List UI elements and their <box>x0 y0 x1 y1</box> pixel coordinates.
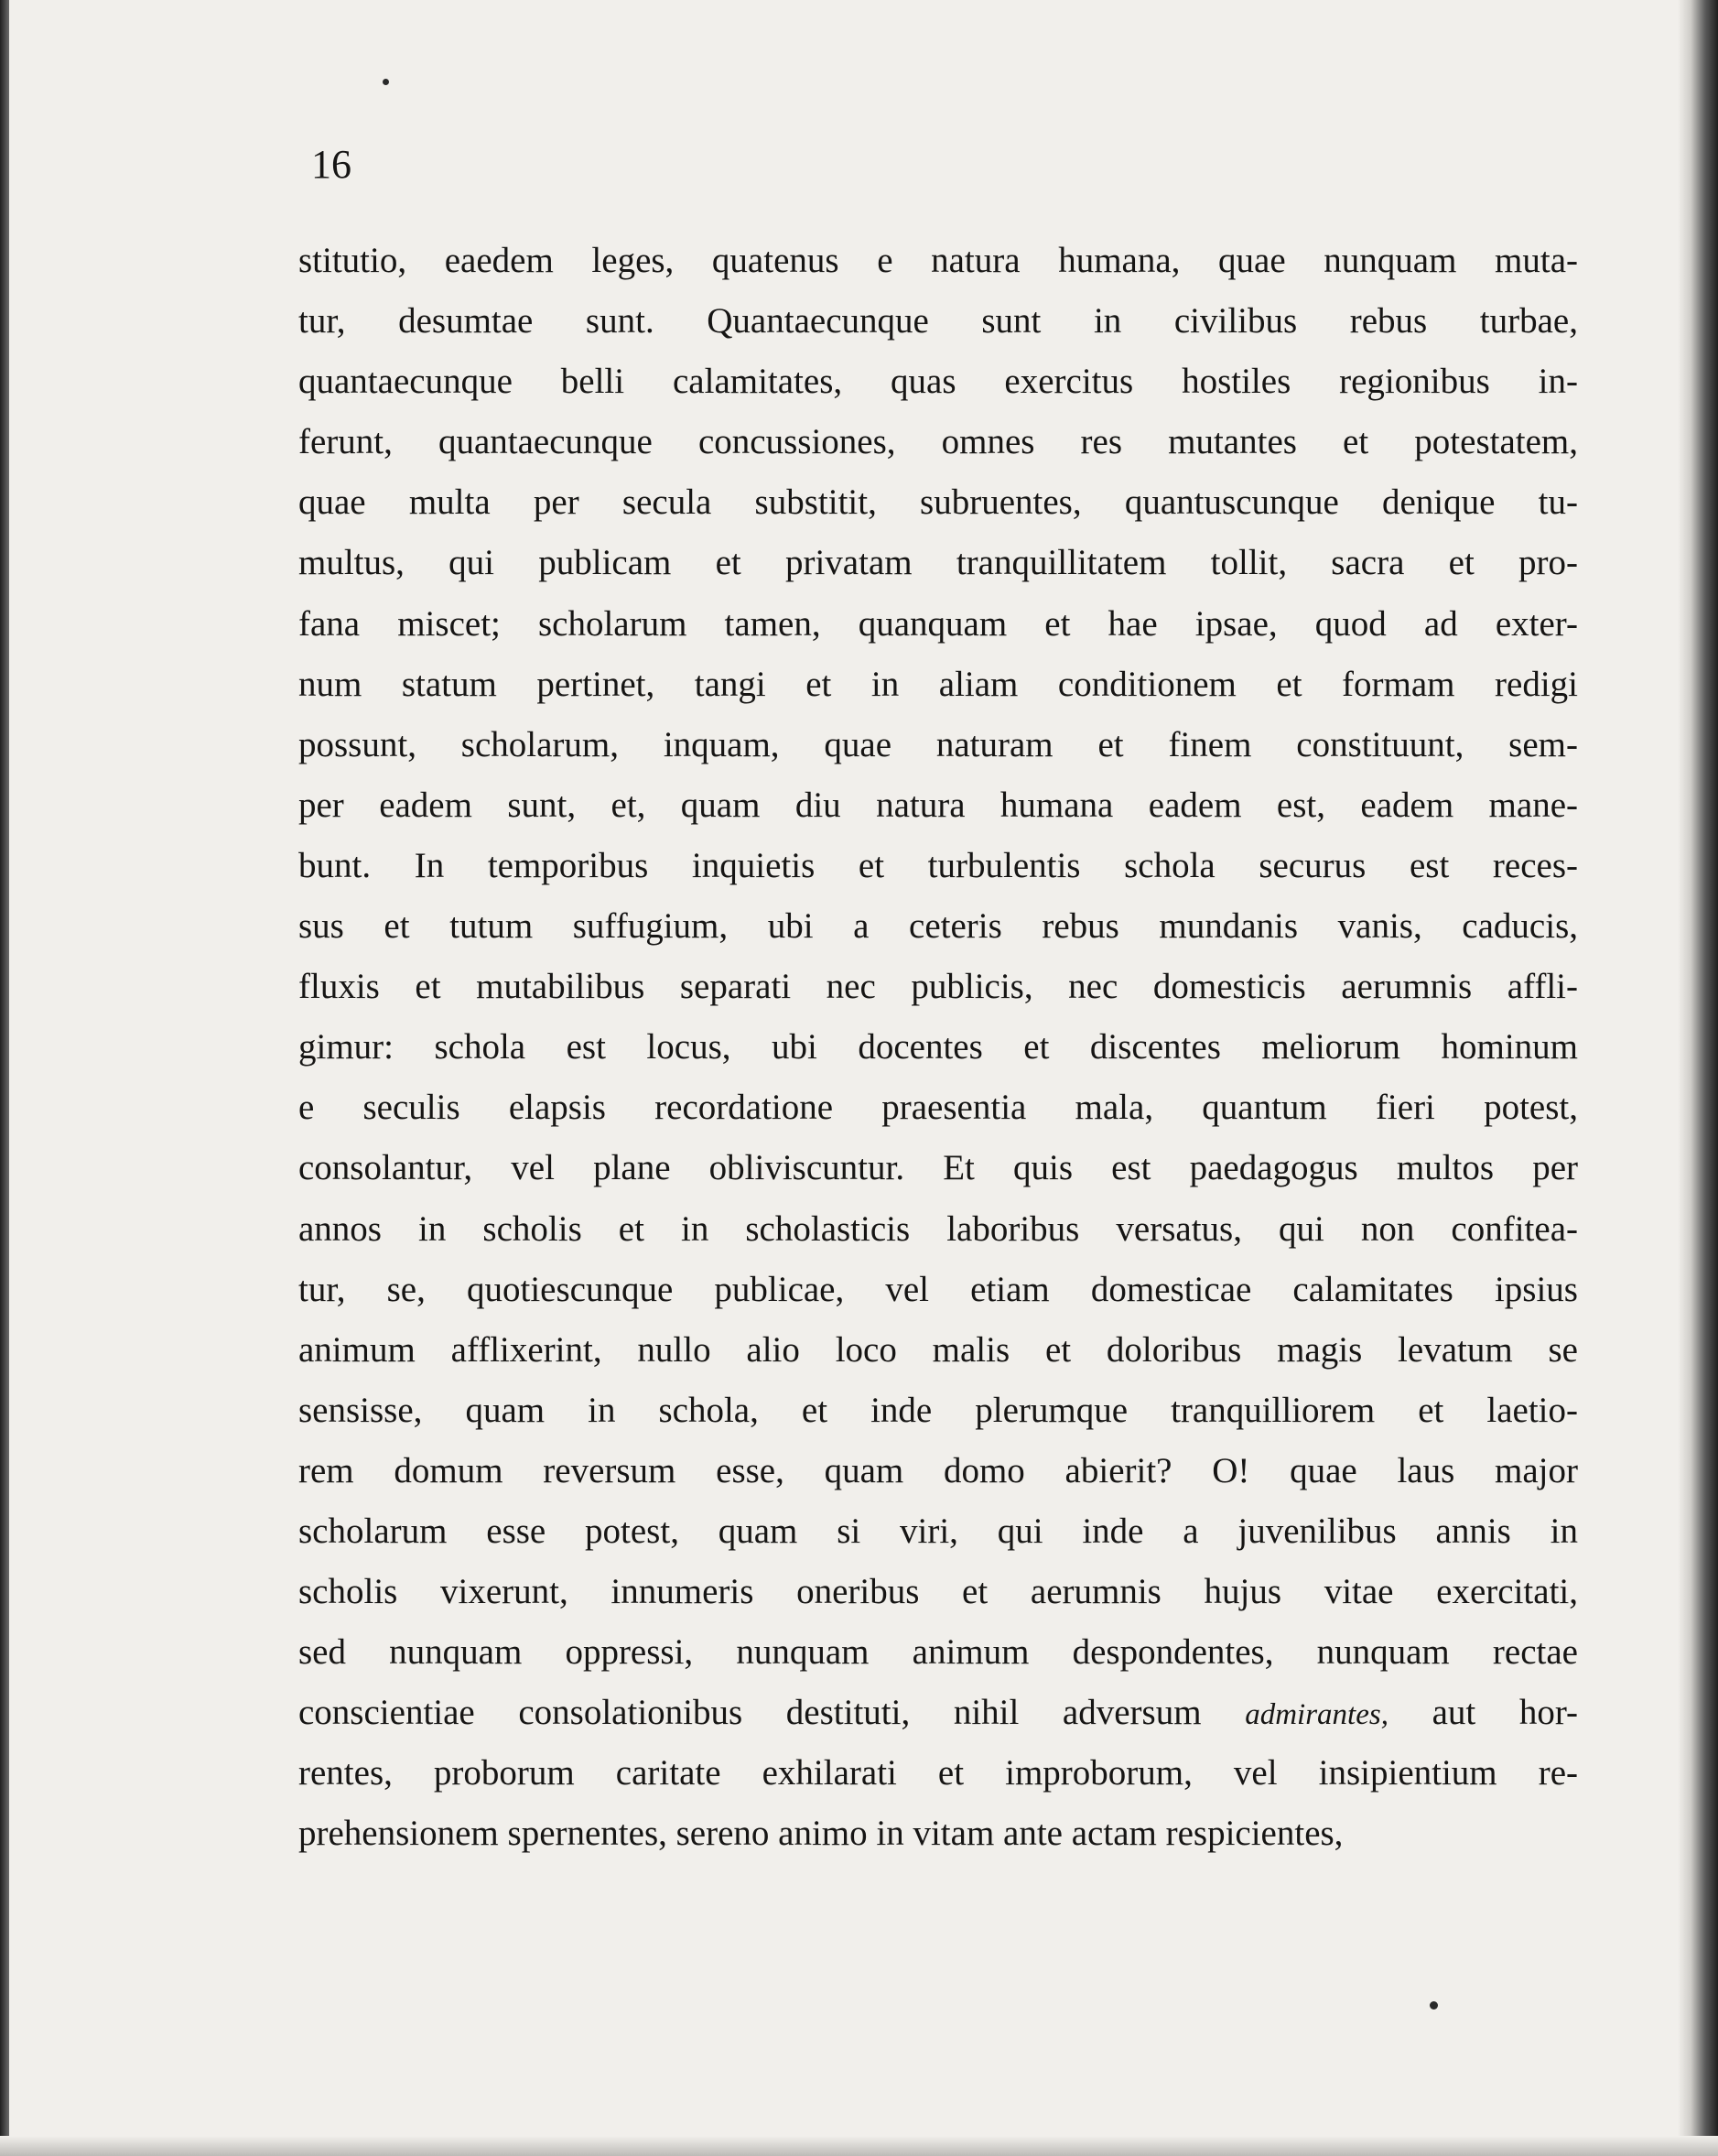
text-line-2: tur, desumtae sunt. Quantaecunque sunt in civilibus rebus turbae, <box>298 301 1578 341</box>
text-line-25-start: conscientiae consolationibus destituti, nihil adversum <box>298 1693 1202 1733</box>
text-line-19: animum afflixerint, nullo alio loco malis et doloribus magis levatum se <box>298 1329 1578 1370</box>
text-line-3: quantaecunque belli calamitates, quas exercitus hostiles regionibus in- <box>298 362 1578 402</box>
text-line-24: sed nunquam oppressi, nunquam animum despondentes, nunquam rectae <box>298 1632 1578 1673</box>
text-line-27: prehensionem spernentes, sereno animo in vitam ante actam respicientes, <box>298 1814 1344 1854</box>
text-line-15: e seculis elapsis recordatione praesentia mala, quantum fieri potest, <box>298 1088 1578 1128</box>
text-line-18: tur, se, quotiescunque publicae, vel etiam domesticae calamitates ipsius <box>298 1269 1578 1309</box>
scan-left-edge <box>0 0 9 2156</box>
text-line-4: ferunt, quantaecunque concussiones, omnes res mutantes et potestatem, <box>298 422 1578 462</box>
text-line-16: consolantur, vel plane obliviscuntur. Et quis est paedagogus multos per <box>298 1148 1578 1188</box>
text-line-10: per eadem sunt, et, quam diu natura humana eadem est, eadem mane- <box>298 785 1578 825</box>
text-line-21: rem domum reversum esse, quam domo abierit? O! quae laus major <box>298 1450 1578 1490</box>
text-line-13: fluxis et mutabilibus separati nec publicis, nec domesticis aerumnis affli- <box>298 967 1578 1007</box>
ink-speck <box>1430 2001 1438 2010</box>
text-line-20: sensisse, quam in schola, et inde plerumque tranquilliorem et laetio- <box>298 1390 1578 1430</box>
text-line-7: fana miscet; scholarum tamen, quanquam et hae ipsae, quod ad exter- <box>298 603 1578 644</box>
body-text <box>298 231 1578 1865</box>
text-line-26: rentes, proborum caritate exhilarati et improborum, vel insipientium re- <box>298 1753 1578 1793</box>
text-line-6: multus, qui publicam et privatam tranquillitatem tollit, sacra et pro- <box>298 543 1578 583</box>
text-line-22: scholarum esse potest, quam si viri, qui inde a juvenilibus annis in <box>298 1511 1578 1551</box>
text-line-9: possunt, scholarum, inquam, quae naturam et finem constituunt, sem- <box>298 724 1578 764</box>
text-line-25 <box>298 1683 1578 1743</box>
text-line-17: annos in scholis et in scholasticis laboribus versatus, qui non confitea- <box>298 1208 1578 1249</box>
text-line-14: gimur: schola est locus, ubi docentes et discentes meliorum hominum <box>298 1027 1578 1067</box>
text-line-1: stitutio, eaedem leges, quatenus e natura humana, quae nunquam muta- <box>298 241 1578 280</box>
scan-right-edge <box>1678 0 1718 2156</box>
text-line-23: scholis vixerunt, innumeris oneribus et aerumnis hujus vitae exercitati, <box>298 1572 1578 1612</box>
page-number: 16 <box>311 142 351 187</box>
ink-speck <box>383 79 389 85</box>
text-line-12: sus et tutum suffugium, ubi a ceteris rebus mundanis vanis, caducis, <box>298 906 1578 947</box>
text-line-11: bunt. In temporibus inquietis et turbulentis schola securus est reces- <box>298 845 1578 885</box>
scan-bottom-edge <box>0 2136 1718 2156</box>
text-line-5: quae multa per secula substitit, subruentes, quantuscunque denique tu- <box>298 482 1578 523</box>
italic-word: admirantes, <box>1245 1698 1388 1732</box>
text-line-25-end: aut hor- <box>1432 1693 1578 1733</box>
text-line-8: num statum pertinet, tangi et in aliam conditionem et formam redigi <box>298 664 1578 704</box>
